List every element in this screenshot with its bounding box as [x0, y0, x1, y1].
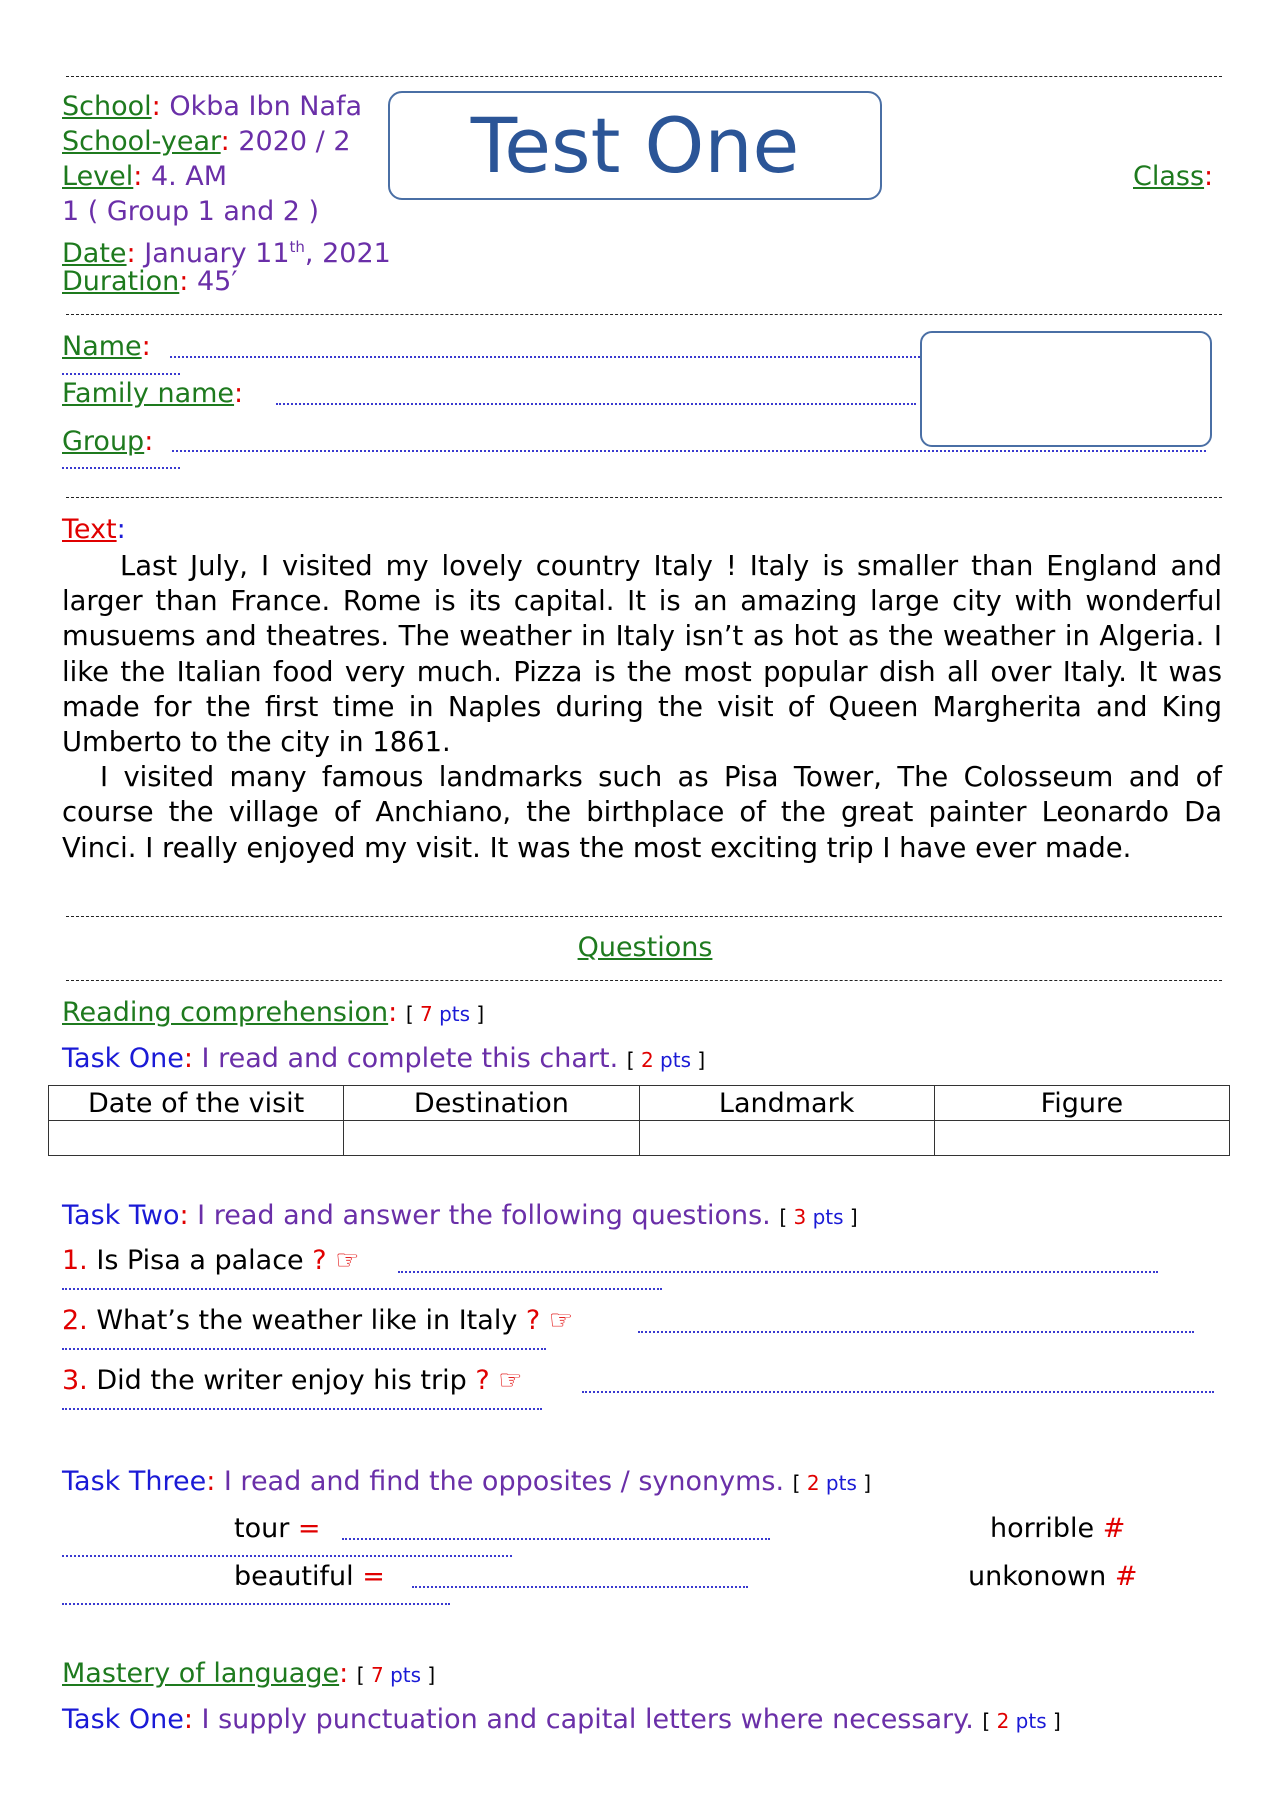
answer-line-3-cont[interactable]	[62, 1408, 542, 1410]
level-value: 4. AM	[150, 161, 228, 192]
divider	[66, 76, 1222, 77]
school-line: School: Okba Ibn Nafa	[62, 91, 363, 122]
name-input-line-cont[interactable]	[62, 373, 180, 375]
reading-comprehension-heading: Reading comprehension: [ 7 pts ]	[62, 997, 485, 1028]
family-name-input-line[interactable]	[276, 403, 916, 405]
answer-line-2-cont[interactable]	[62, 1348, 546, 1350]
date-label: Date	[62, 238, 127, 269]
chart-answer-cell[interactable]	[49, 1121, 344, 1156]
answer-line-2[interactable]	[638, 1331, 1194, 1333]
answer-line-1[interactable]	[398, 1271, 1158, 1273]
family-name-label: Family name:	[62, 378, 244, 409]
pointing-hand-icon: ☞	[335, 1245, 360, 1276]
mark-box	[920, 331, 1212, 447]
level-line: Level: 4. AM	[62, 161, 228, 192]
group-input-line[interactable]	[172, 450, 1206, 452]
word-horrible: horrible #	[990, 1513, 1126, 1544]
answer-line-1-cont[interactable]	[62, 1288, 662, 1290]
school-label: School	[62, 91, 152, 122]
paragraph-1: Last July, I visited my lovely country Italy ! Italy is smaller than England and larger than France. Rome is its capital. It is an amazing large city with wonderful musuems and theatres. The weather in Italy isn’t as hot as the weather in Algeria. I like the Italian food very much. Pizza is the most popular dish all over Italy. It was made for the first time in Naples during the visit of Queen Margherita and King Umberto to the city in 1861.	[62, 551, 1222, 759]
task3-heading: Task Three: I read and find the opposites / synonyms. [ 2 pts ]	[62, 1466, 872, 1497]
text-heading: Text:	[62, 514, 126, 545]
class-line: Class:	[1133, 161, 1214, 192]
mastery-heading: Mastery of language: [ 7 pts ]	[62, 1658, 436, 1689]
name-field-label: Name:	[62, 331, 151, 362]
word-unkonown: unkonown #	[968, 1561, 1138, 1592]
question-2: 2. What’s the weather like in Italy ? ☞	[62, 1305, 574, 1336]
paragraph-2: I visited many famous landmarks such as Pisa Tower, The Colosseum and of course the village of Anchiano, the birthplace of the great painter Leonardo Da Vinci. I really enjoyed my visit. It was the most exciting trip I have ever made.	[62, 762, 1222, 864]
word-tour: tour =	[234, 1513, 321, 1544]
word-beautiful: beautiful =	[234, 1561, 385, 1592]
task2-heading: Task Two: I read and answer the following questions. [ 3 pts ]	[62, 1200, 858, 1231]
year-label: School-year	[62, 126, 221, 157]
answer-tour[interactable]	[342, 1538, 770, 1540]
level-label: Level	[62, 161, 134, 192]
level-continued: 1 ( Group 1 and 2 )	[62, 196, 320, 227]
answer-beautiful-cont[interactable]	[62, 1603, 450, 1605]
divider	[66, 980, 1222, 981]
chart-answer-cell[interactable]	[344, 1121, 639, 1156]
mastery-task1-heading: Task One: I supply punctuation and capital letters where necessary. [ 2 pts ]	[62, 1704, 1061, 1735]
divider	[66, 314, 1222, 315]
chart-answer-cell[interactable]	[934, 1121, 1229, 1156]
year-line: School-year: 2020 / 2	[62, 126, 351, 157]
answer-beautiful[interactable]	[412, 1586, 748, 1588]
duration-line: Duration: 45′	[62, 266, 238, 297]
class-label: Class	[1133, 161, 1205, 192]
question-3: 3. Did the writer enjoy his trip ? ☞	[62, 1365, 523, 1396]
group-input-line-cont[interactable]	[62, 467, 180, 469]
school-value: Okba Ibn Nafa	[169, 91, 363, 122]
chart-answer-cell[interactable]	[639, 1121, 934, 1156]
chart-header-cell: Destination	[344, 1086, 639, 1121]
reading-text	[62, 549, 1222, 866]
title-box	[388, 91, 882, 200]
task1-heading: Task One: I read and complete this chart. [ 2 pts ]	[62, 1043, 706, 1074]
divider	[66, 916, 1222, 917]
chart-answer-row[interactable]	[49, 1121, 1230, 1156]
duration-label: Duration	[62, 266, 180, 297]
divider	[66, 497, 1222, 498]
pointing-hand-icon: ☞	[498, 1365, 523, 1396]
group-label: Group:	[62, 426, 154, 457]
question-1: 1. Is Pisa a palace ? ☞	[62, 1245, 360, 1276]
chart-header-cell: Landmark	[639, 1086, 934, 1121]
date-line: Date: January 11th, 2021	[62, 238, 391, 269]
page-title: Test One	[470, 101, 800, 190]
pointing-hand-icon: ☞	[548, 1305, 574, 1336]
year-value: 2020 / 2	[238, 126, 351, 157]
answer-line-3[interactable]	[582, 1391, 1214, 1393]
chart-header-cell: Figure	[934, 1086, 1229, 1121]
chart-header-cell: Date of the visit	[49, 1086, 344, 1121]
questions-heading: Questions	[577, 932, 713, 963]
task1-chart	[48, 1085, 1230, 1156]
chart-header-row	[49, 1086, 1230, 1121]
duration-value: 45′	[196, 266, 238, 297]
answer-tour-cont[interactable]	[62, 1555, 512, 1557]
